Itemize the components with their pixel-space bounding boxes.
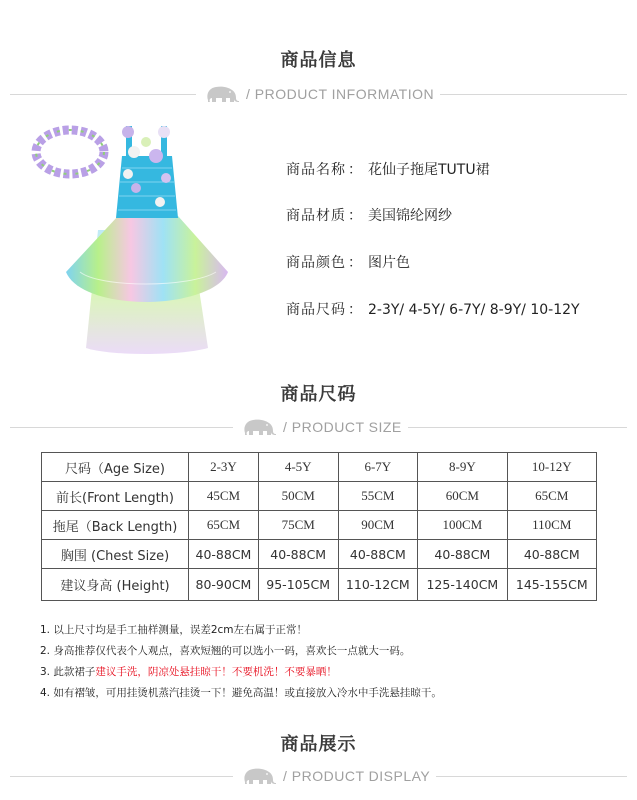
size-notes <box>40 620 442 704</box>
note-item <box>40 662 442 683</box>
subtitle-text: / PRODUCT SIZE <box>283 419 402 435</box>
table-cell: 80-90CM <box>189 569 259 601</box>
elephant-icon <box>202 84 240 104</box>
size-table <box>41 452 597 601</box>
table-cell: 110-12CM <box>338 569 418 601</box>
section-title-display: 商品展示 <box>280 734 357 755</box>
table-cell: 100CM <box>418 511 507 540</box>
product-name-sep: ： <box>348 162 362 178</box>
product-name-row <box>286 159 490 179</box>
row-header: 建议身高 (Height) <box>42 569 189 601</box>
note-item: 1. 以上尺寸均是手工抽样测量，误差2cm左右属于正常！ <box>40 624 308 636</box>
row-header: 尺码（Age Size) <box>42 453 189 482</box>
table-cell: 40-88CM <box>258 540 338 569</box>
table-cell: 75CM <box>258 511 338 540</box>
table-row <box>42 540 597 569</box>
table-row <box>42 511 597 540</box>
table-cell: 125-140CM <box>418 569 507 601</box>
subtitle-text: / PRODUCT DISPLAY <box>283 768 431 784</box>
table-cell: 50CM <box>258 482 338 511</box>
row-header: 胸围 (Chest Size) <box>42 540 189 569</box>
note-highlight: 建议手洗，阴凉处悬挂晾干！不要机洗！不要暴晒！ <box>95 666 337 678</box>
product-color-value: 图片色 <box>368 255 410 271</box>
table-cell: 65CM <box>189 511 259 540</box>
section-subtitle-info <box>196 83 440 105</box>
table-cell: 6-7Y <box>338 453 418 482</box>
table-cell: 95-105CM <box>258 569 338 601</box>
product-color-sep: ： <box>348 255 362 271</box>
product-material-sep: ： <box>348 208 362 224</box>
subtitle-text: / PRODUCT INFORMATION <box>246 86 435 102</box>
row-header: 前长(Front Length) <box>42 482 189 511</box>
product-color-row <box>286 252 410 272</box>
product-material-value: 美国锦纶网纱 <box>368 208 452 224</box>
table-cell: 40-88CM <box>418 540 507 569</box>
table-row <box>42 482 597 511</box>
product-color-label: 商品颜色 <box>286 255 346 271</box>
table-cell: 60CM <box>418 482 507 511</box>
elephant-icon <box>239 766 277 786</box>
note-item: 2. 身高推荐仅代表个人观点，喜欢短翘的可以选小一码，喜欢长一点就大一码。 <box>40 645 411 657</box>
table-cell: 8-9Y <box>418 453 507 482</box>
elephant-icon <box>239 417 277 437</box>
note-item: 4. 如有褶皱，可用挂烫机蒸汽挂烫一下！避免高温！或直接放入冷水中手洗悬挂晾干。 <box>40 687 442 699</box>
section-subtitle-size <box>233 416 408 438</box>
table-cell: 40-88CM <box>338 540 418 569</box>
row-header: 拖尾（Back Length) <box>42 511 189 540</box>
product-name-label: 商品名称 <box>286 162 346 178</box>
table-cell: 4-5Y <box>258 453 338 482</box>
product-size-value: 2-3Y/ 4-5Y/ 6-7Y/ 8-9Y/ 10-12Y <box>368 302 580 318</box>
product-material-label: 商品材质 <box>286 208 346 224</box>
table-cell: 90CM <box>338 511 418 540</box>
product-image <box>30 112 245 358</box>
section-subtitle-display <box>233 765 436 787</box>
product-material-row <box>286 205 452 225</box>
table-cell: 40-88CM <box>189 540 259 569</box>
table-row <box>42 453 597 482</box>
product-size-label: 商品尺码 <box>286 302 346 318</box>
product-size-row <box>286 299 580 319</box>
table-cell: 145-155CM <box>507 569 596 601</box>
table-cell: 65CM <box>507 482 596 511</box>
product-size-sep: ： <box>348 302 362 318</box>
section-title-info: 商品信息 <box>280 50 357 71</box>
table-row <box>42 569 597 601</box>
table-cell: 40-88CM <box>507 540 596 569</box>
note-text: 3. 此款裙子 <box>40 666 96 678</box>
section-title-size: 商品尺码 <box>280 384 357 405</box>
table-cell: 2-3Y <box>189 453 259 482</box>
table-cell: 55CM <box>338 482 418 511</box>
table-cell: 45CM <box>189 482 259 511</box>
table-cell: 10-12Y <box>507 453 596 482</box>
table-cell: 110CM <box>507 511 596 540</box>
product-name-value: 花仙子拖尾TUTU裙 <box>368 162 490 178</box>
